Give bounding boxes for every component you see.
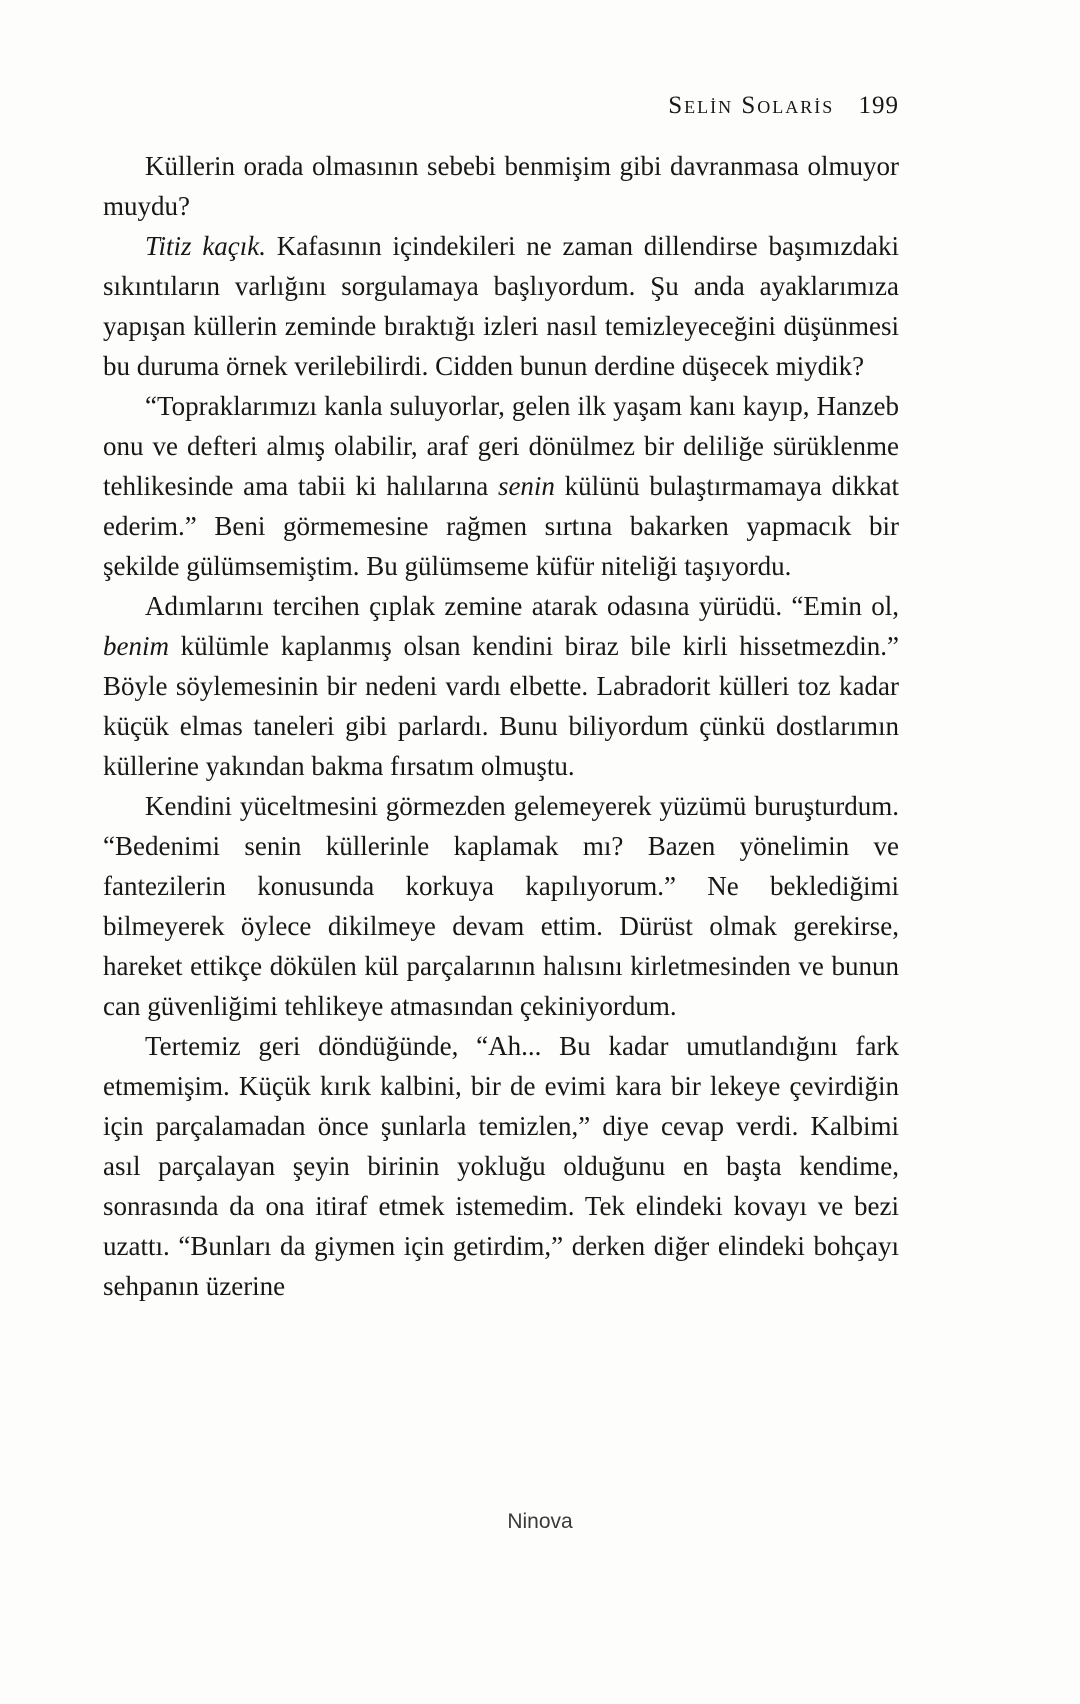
paragraph: [103, 226, 899, 386]
text-run: Küllerin orada olmasının sebebi benmişim gibi davranmasa olmuyor muydu?: [103, 151, 899, 221]
text-run: Tertemiz geri döndüğünde, “Ah... Bu kadar umutlandığını fark etmemişim. Küçük kırık kalbini, bir de evimi kara bir lekeye çevirdiğin için parçalamadan önce şunlarla temizlen,” diye cevap verdi. Kalbimi asıl parçalayan şeyin birinin yokluğu olduğunu en başta kendime, sonrasında da ona itiraf etmek istemedim. Tek elindeki kovayı ve bezi uzattı. “Bunları da giymen için getirdim,” derken diğer elindeki bohçayı sehpanın üzerine: [103, 1031, 899, 1301]
text-run: Adımlarını tercihen çıplak zemine atarak odasına yürüdü. “Emin ol,: [145, 591, 899, 621]
page-number: 199: [858, 92, 899, 119]
italic-run: benim: [103, 631, 169, 661]
text-run: Kendini yüceltmesini görmezden gelemeyerek yüzümü buruşturdum. “Bedenimi senin küllerinle kaplamak mı? Bazen yönelimin ve fantezilerin konusunda korkuya kapılıyorum.” Ne beklediğimi bilmeyerek öylece dikilmeye devam ettim. Dürüst olmak gerekirse, hareket ettikçe dökülen kül parçalarının halısını kirletmesinden ve bunun can güvenliğimi tehlikeye atmasından çekiniyordum.: [103, 791, 899, 1021]
paragraph: [103, 586, 899, 786]
paragraph: [103, 786, 899, 1026]
text-run: “Topraklarımızı kanla suluyorlar, gelen ilk yaşam kanı kayıp, Hanzeb onu ve defteri almış olabilir, araf geri dönülmez bir deliliğe sürüklenme tehlikesinde ama tabii ki halılarına: [103, 391, 899, 501]
page-header: [103, 92, 899, 120]
italic-run: senin: [497, 471, 555, 501]
italic-run: Titiz kaçık.: [145, 231, 267, 261]
paragraph: [103, 386, 899, 586]
publisher-name: Ninova: [507, 1510, 573, 1533]
running-title: Selin Solaris: [668, 92, 835, 119]
paragraph: [103, 146, 899, 226]
text-run: külümle kaplanmış olsan kendini biraz bile kirli hissetmezdin.” Böyle söylemesinin bir nedeni vardı elbette. Labradorit külleri toz kadar küçük elmas taneleri gibi parlardı. Bunu biliyordum çünkü dostlarımın küllerine yakından bakma fırsatım olmuştu.: [103, 631, 899, 781]
page-footer: [0, 1510, 1080, 1534]
text-run: Kafasının içindekileri ne zaman dillendirse başımızdaki sıkıntıların varlığını sorgulamaya başlıyordum. Şu anda ayaklarımıza yapışan küllerin zeminde bıraktığı izleri nasıl temizleyeceğini düşünmesi bu duruma örnek verilebilirdi. Cidden bunun derdine düşecek miydik?: [103, 231, 899, 381]
paragraph: [103, 1026, 899, 1306]
page-body: [103, 146, 899, 1306]
text-run: külünü bulaştırmamaya dikkat ederim.” Beni görmemesine rağmen sırtına bakarken yapmacık bir şekilde gülümsemiştim. Bu gülümseme küfür niteliği taşıyordu.: [103, 471, 899, 581]
